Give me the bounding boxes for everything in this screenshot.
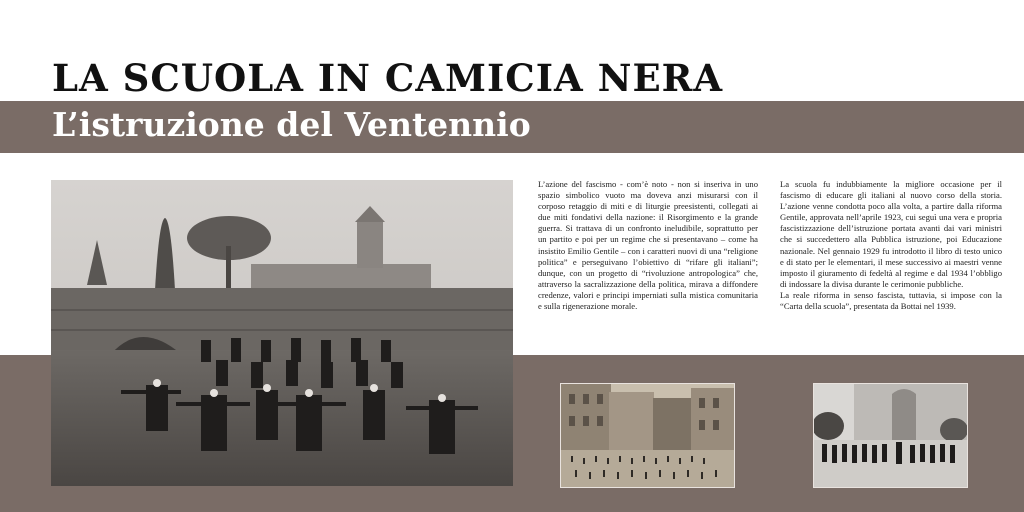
paragraph-carta-della-scuola: La reale riforma in senso fascista, tuttavia, si impose con la “Carta della scuola”, presentata da Bottai nel 1939. — [780, 289, 1002, 312]
text-column-2 — [780, 179, 1002, 312]
page-title: LA SCUOLA IN CAMICIA NERA — [52, 56, 724, 100]
text-column-1 — [538, 179, 758, 312]
main-photo-schoolgirls-exercise — [51, 180, 513, 486]
paragraph-school-fascistization: La scuola fu indubbiamente la migliore occasione per il fascismo di educare gli italiani al nuovo corso della storia. L’azione venne condotta poco alla volta, a partire dalla riforma Gentile, approvata nell’aprile 1923, cui seguì una vera e propria fascistizzazione dell’istruzione portata avanti dai vari ministri che si succedettero alla Pubblica istruzione, poi Educazione nazionale. Nel gennaio 1929 fu introdotto il libro di testo unico e di stato per le elementari, il mese successivo ai maestri venne imposto il giuramento di fedeltà al regime e dal 1934 l’obbligo di indossare la divisa durante le cerimonie pubbliche. — [780, 179, 1002, 289]
courtyard-pupils-photo — [813, 383, 968, 488]
courtyard-photo-image — [814, 384, 967, 487]
page-subtitle: L’istruzione del Ventennio — [52, 105, 531, 144]
piazza-photo-image — [561, 384, 734, 487]
piazza-gymnastics-photo — [560, 383, 735, 488]
paragraph-fascism-symbolic-space: L’azione del fascismo - com’è noto - non si inseriva in uno spazio simbolico vuoto ma doveva anzi misurarsi con il corposo retaggio di miti e di liturgie preesistenti, collegati ai due miti fondativi della nazione: il Risorgimento e la grande guerra. Si trattava di un confronto ineludibile, soprattutto per un partito e poi per un regime che si presentavano – come ha insistito Emilio Gentile – con i caratteri nuovi di una “religione politica” e perseguivano l’obiettivo di “rifare gli italiani”; dunque, con un progetto di “rivoluzione antropologica” che, attraverso la sacralizzazione della politica, mirava a diffondere credenze, valori e principi imperniati sulla mistica comunitaria e sulla rigenerazione morale. — [538, 179, 758, 312]
main-photo-image — [51, 180, 513, 486]
